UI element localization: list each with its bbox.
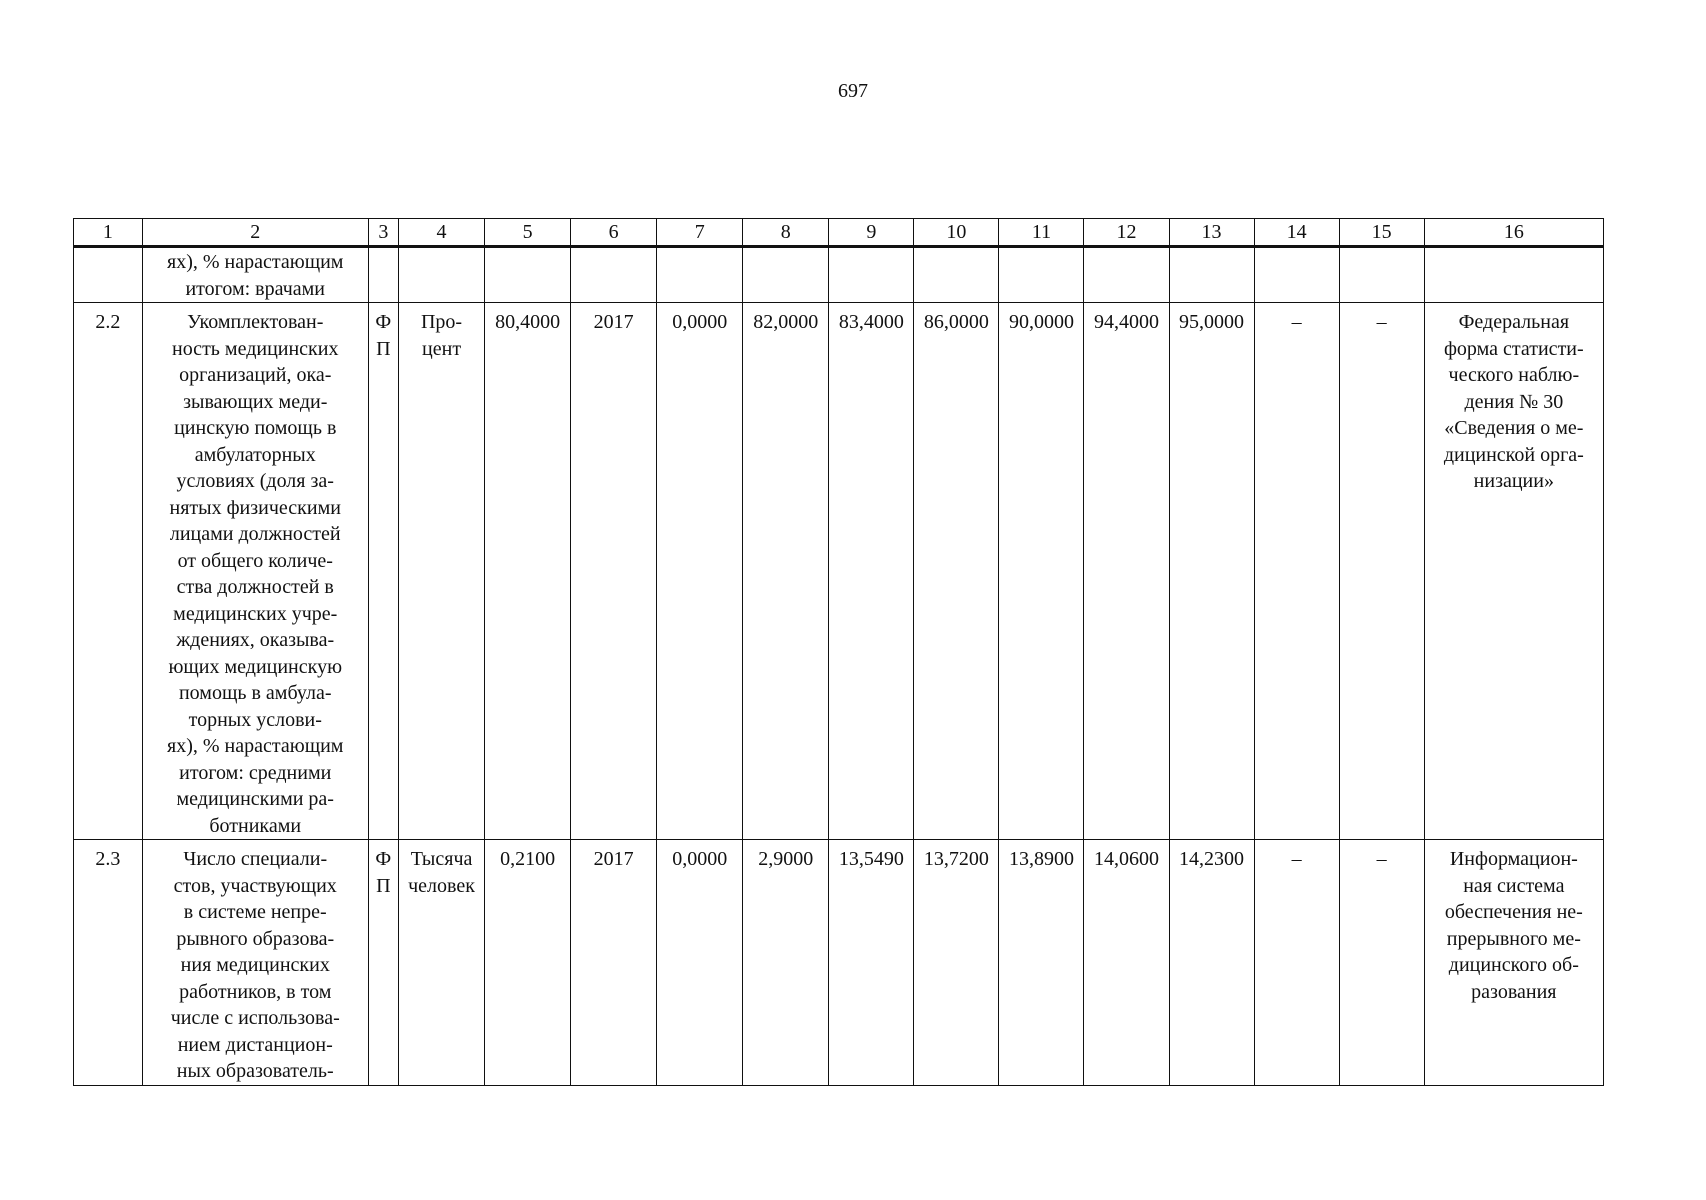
table-cell-col-12 <box>1084 303 1169 840</box>
table-header-row <box>74 219 1604 247</box>
table-cell-col-7 <box>657 247 743 303</box>
cell-text-line: форма статисти- <box>1443 337 1584 360</box>
table-cell-col-3 <box>368 840 398 1086</box>
table-cell-col-2 <box>142 247 368 303</box>
cell-text-line: ных образователь- <box>176 1060 334 1082</box>
cell-text-line <box>401 249 482 276</box>
table-cell-col-15 <box>1339 840 1424 1086</box>
table-cell-col-2 <box>142 840 368 1086</box>
table-cell-col-1 <box>74 303 143 840</box>
cell-text-line: помощь в амбула- <box>178 682 332 704</box>
table-cell-col-13 <box>1169 247 1254 303</box>
cell-text-line: ства должностей в <box>176 576 334 598</box>
cell-text-line: 2017 <box>593 848 634 870</box>
cell-text-line: зывающих меди- <box>183 390 328 413</box>
cell-text-line: 80,4000 <box>495 311 561 333</box>
cell-text-line: 83,4000 <box>838 311 904 333</box>
cell-text-line: Число специали- <box>183 848 328 870</box>
cell-text-line: разования <box>1471 980 1557 1003</box>
indicator-table <box>73 218 1604 1086</box>
table-cell-col-7 <box>657 840 743 1086</box>
cell-text-line: итогом: врачами <box>185 277 325 300</box>
cell-text-line <box>1172 249 1252 276</box>
cell-text-line: числе с использова- <box>170 1007 340 1029</box>
table-cell-col-6 <box>571 247 657 303</box>
table-cell-col-3 <box>368 303 398 840</box>
cell-text-line: дицинского об- <box>1448 954 1579 976</box>
column-header-10: 10 <box>914 219 999 247</box>
cell-text-line: 86,0000 <box>923 311 989 333</box>
table-row <box>74 247 1604 303</box>
table-cell-col-3 <box>368 247 398 303</box>
table-row <box>74 840 1604 1086</box>
cell-text-line: 0,0000 <box>672 848 728 870</box>
cell-text-line <box>487 249 568 276</box>
cell-text-line: ния медицинских <box>180 954 330 976</box>
table-cell-col-5 <box>485 303 571 840</box>
cell-text-line: 2.3 <box>95 848 121 870</box>
cell-text-line: нием дистанцион- <box>177 1033 333 1056</box>
cell-text-line <box>573 249 654 276</box>
table-cell-col-13 <box>1169 840 1254 1086</box>
cell-text-line: 13,5490 <box>838 848 904 870</box>
table-cell-col-9 <box>829 247 914 303</box>
table-cell-col-16 <box>1424 303 1603 840</box>
cell-text-line: 13,7200 <box>923 848 989 870</box>
table-cell-col-10 <box>914 247 999 303</box>
column-header-8: 8 <box>743 219 829 247</box>
cell-text-line <box>1001 249 1081 276</box>
table-cell-col-14 <box>1254 840 1339 1086</box>
cell-text-line: ждениях, оказыва- <box>176 629 335 651</box>
cell-text-line: – <box>1376 311 1387 333</box>
cell-text-line: цинскую помощь в <box>174 417 337 439</box>
cell-text-line: 94,4000 <box>1093 311 1159 333</box>
table-cell-col-9 <box>829 840 914 1086</box>
column-header-9: 9 <box>829 219 914 247</box>
cell-text-line: 0,2100 <box>500 848 556 870</box>
cell-text-line: «Сведения о ме- <box>1444 417 1584 439</box>
table-row <box>74 303 1604 840</box>
cell-text-line: Про- <box>420 311 463 333</box>
cell-text-line: итогом: средними <box>179 761 332 784</box>
table-cell-col-4 <box>399 840 485 1086</box>
cell-text-line: обеспечения не- <box>1444 901 1583 923</box>
cell-text-line: цент <box>422 337 462 360</box>
cell-text-line: лицами должностей <box>169 523 341 545</box>
cell-text-line: медицинских учре- <box>173 602 338 625</box>
cell-text-line: ях), % нарастающим <box>167 251 344 273</box>
cell-text-line: дицинской орга- <box>1443 443 1584 466</box>
table-cell-col-1 <box>74 247 143 303</box>
table-cell-col-8 <box>743 840 829 1086</box>
cell-text-line: рывного образова- <box>176 927 335 950</box>
cell-text-line: организаций, ока- <box>179 364 332 386</box>
table-cell-col-2 <box>142 303 368 840</box>
cell-text-line: прерывного ме- <box>1446 927 1581 950</box>
table-cell-col-11 <box>999 840 1084 1086</box>
cell-text-line: 14,2300 <box>1179 848 1245 870</box>
table-cell-col-7 <box>657 303 743 840</box>
cell-text-line: ях), % нарастающим <box>167 735 344 757</box>
cell-text-line: Тысяча <box>410 848 473 870</box>
cell-text-line: Федеральная <box>1458 311 1570 333</box>
cell-text-line: 13,8900 <box>1008 848 1074 870</box>
cell-text-line: 95,0000 <box>1179 311 1245 333</box>
table-cell-col-6 <box>571 840 657 1086</box>
cell-text-line: в системе непре- <box>183 901 327 923</box>
column-header-2: 2 <box>142 219 368 247</box>
table-cell-col-6 <box>571 303 657 840</box>
cell-text-line: работников, в том <box>179 980 332 1003</box>
cell-text-line: условиях (доля за- <box>176 470 334 492</box>
table-cell-col-8 <box>743 247 829 303</box>
column-header-5: 5 <box>485 219 571 247</box>
cell-text-line: ческого наблю- <box>1448 364 1580 386</box>
cell-text-line: ФП <box>375 848 392 897</box>
cell-text-line <box>76 249 140 276</box>
table-cell-col-9 <box>829 303 914 840</box>
cell-text-line: Информацион- <box>1449 848 1578 870</box>
table-cell-col-4 <box>399 303 485 840</box>
cell-text-line <box>1342 249 1422 276</box>
cell-text-line: ность медицинских <box>171 337 339 360</box>
table-cell-col-10 <box>914 840 999 1086</box>
table-cell-col-16 <box>1424 247 1603 303</box>
table-body <box>74 247 1604 1086</box>
column-header-6: 6 <box>571 219 657 247</box>
cell-text-line: ФП <box>375 311 392 360</box>
cell-text-line: Укомплектован- <box>187 311 324 333</box>
cell-text-line <box>371 249 396 276</box>
table-cell-col-15 <box>1339 303 1424 840</box>
cell-text-line: – <box>1291 311 1302 333</box>
table-cell-col-15 <box>1339 247 1424 303</box>
table-cell-col-1 <box>74 840 143 1086</box>
cell-text-line <box>831 249 911 276</box>
column-header-1: 1 <box>74 219 143 247</box>
page-number: 697 <box>838 80 868 102</box>
table-cell-col-12 <box>1084 840 1169 1086</box>
column-header-15: 15 <box>1339 219 1424 247</box>
cell-text-line: 2.2 <box>95 311 121 333</box>
cell-text-line: 14,0600 <box>1093 848 1159 870</box>
cell-text-line <box>659 249 740 276</box>
table-cell-col-11 <box>999 303 1084 840</box>
column-header-16: 16 <box>1424 219 1603 247</box>
column-header-7: 7 <box>657 219 743 247</box>
cell-text-line: – <box>1376 848 1387 870</box>
cell-text-line: медицинскими ра- <box>176 788 334 810</box>
cell-text-line: 2,9000 <box>758 848 814 870</box>
cell-text-line: дения № 30 <box>1464 390 1564 413</box>
cell-text-line: торных услови- <box>188 708 322 731</box>
cell-text-line: человек <box>408 874 475 897</box>
column-header-4: 4 <box>399 219 485 247</box>
cell-text-line: амбулаторных <box>194 443 316 466</box>
table-cell-col-16 <box>1424 840 1603 1086</box>
cell-text-line: низации» <box>1473 470 1554 492</box>
cell-text-line <box>1086 249 1166 276</box>
column-header-13: 13 <box>1169 219 1254 247</box>
table-cell-col-5 <box>485 840 571 1086</box>
cell-text-line <box>1257 249 1337 276</box>
cell-text-line <box>745 249 826 276</box>
table-cell-col-5 <box>485 247 571 303</box>
table-cell-col-8 <box>743 303 829 840</box>
table-cell-col-11 <box>999 247 1084 303</box>
cell-text-line: стов, участвующих <box>173 874 337 897</box>
column-header-3: 3 <box>368 219 398 247</box>
table-cell-col-10 <box>914 303 999 840</box>
table-cell-col-14 <box>1254 303 1339 840</box>
table-cell-col-14 <box>1254 247 1339 303</box>
cell-text-line: ботниками <box>209 814 302 837</box>
column-header-11: 11 <box>999 219 1084 247</box>
cell-text-line: от общего количе- <box>177 549 333 572</box>
cell-text-line: 2017 <box>593 311 634 333</box>
column-header-12: 12 <box>1084 219 1169 247</box>
cell-text-line <box>1427 249 1601 276</box>
cell-text-line: 82,0000 <box>753 311 819 333</box>
cell-text-line: 90,0000 <box>1008 311 1074 333</box>
cell-text-line: ная система <box>1463 874 1565 897</box>
cell-text-line: нятых физическими <box>169 496 341 519</box>
column-header-14: 14 <box>1254 219 1339 247</box>
cell-text-line <box>916 249 996 276</box>
cell-text-line: – <box>1291 848 1302 870</box>
cell-text-line: 0,0000 <box>672 311 728 333</box>
table-cell-col-13 <box>1169 303 1254 840</box>
table-cell-col-4 <box>399 247 485 303</box>
table-cell-col-12 <box>1084 247 1169 303</box>
cell-text-line: ющих медицинскую <box>168 655 343 678</box>
